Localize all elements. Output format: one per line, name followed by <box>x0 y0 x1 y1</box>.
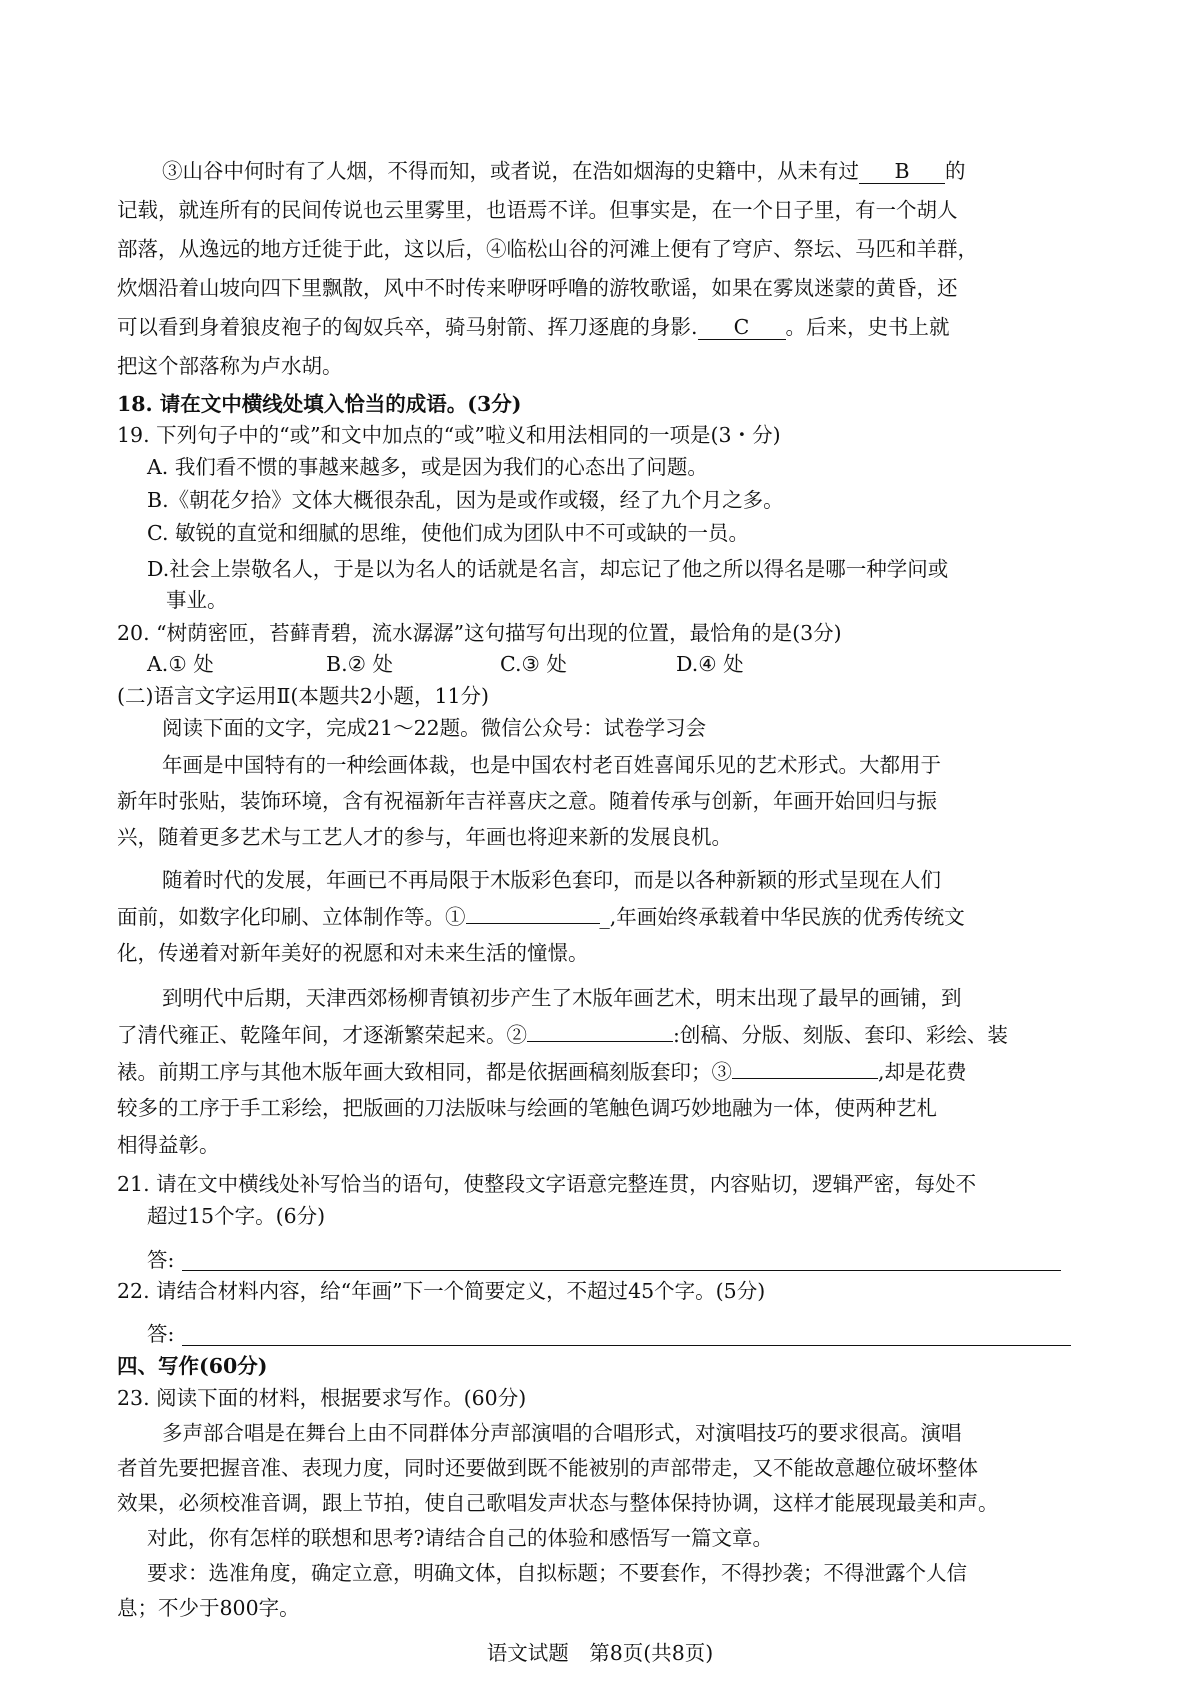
passage-line-1: ③山谷中何时有了人烟，不得而知，或者说，在浩如烟海的史籍中，从未有过 B 的 <box>162 159 966 183</box>
question-23-requirements-line-1: 要求：选准角度，确定立意，明确文体，自拟标题；不要套作，不得抄袭；不得泄露个人信 <box>147 1561 967 1585</box>
question-21-answer-label: 答: <box>147 1248 175 1272</box>
question-22-answer-label: 答: <box>147 1322 175 1346</box>
question-19-option-c: C. 敏锐的直觉和细腻的思维，使他们成为团队中不可或缺的一员。 <box>147 521 749 545</box>
question-21-answer-line[interactable] <box>182 1270 1061 1271</box>
passage-line-6: 把这个部落称为卢水胡。 <box>117 354 343 378</box>
question-19-stem: 19. 下列句子中的“或”和文中加点的“或”啦义和用法相同的一项是(3・分) <box>117 423 781 447</box>
question-19-option-d-cont: 事业。 <box>166 588 228 612</box>
passage-line-3: 部落，从逸远的地方迁徙于此，这以后，④临松山谷的河滩上便有了穹庐、祭坛、马匹和羊群， <box>117 237 978 261</box>
question-22-stem: 22. 请结合材料内容，给“年画”下一个简要定义，不超过45个字。(5分) <box>117 1279 766 1303</box>
section-2-intro: 阅读下面的文字，完成21～22题。微信公众号：试卷学习会 <box>162 716 707 740</box>
passage-line-4: 炊烟沿着山坡向四下里飘散，风中不时传来咿呀呼噜的游牧歌谣，如果在雾岚迷蒙的黄昏，还 <box>117 276 958 300</box>
section-4-title: 四、写作(60分) <box>117 1354 268 1378</box>
question-19-option-d: D.社会上崇敬名人，于是以为名人的话就是名言，却忘记了他之所以得名是哪一种学问或 <box>147 557 949 581</box>
question-20-option-d: D.④ 处 <box>676 652 744 676</box>
question-21-line-1: 21. 请在文中横线处补写恰当的语句，使整段文字语意完整连贯，内容贴切，逻辑严密，每处不 <box>117 1172 977 1196</box>
section-2-p1-line-2: 新年时张贴，装饰环境，含有祝福新年吉祥喜庆之意。随着传承与创新，年画开始回归与振 <box>117 789 937 813</box>
question-23-material-line-3: 效果，必须校准音调，跟上节拍，使自己歌唱发声状态与整体保持协调，这样才能展现最美和声。 <box>117 1491 999 1515</box>
blank-b: B <box>859 159 945 184</box>
section-2-p1-line-1: 年画是中国特有的一种绘画体裁，也是中国农村老百姓喜闻乐见的艺术形式。大都用于 <box>162 753 941 777</box>
section-2-title: (二)语言文字运用Ⅱ(本题共2小题，11分) <box>117 684 490 708</box>
question-20-stem: 20. “树荫密匝，苔藓青碧，流水潺潺”这句描写句出现的位置，最恰角的是(3分) <box>117 621 842 645</box>
page-footer: 语文试题 第8页(共8页) <box>486 1641 714 1665</box>
question-19-option-b: B.《朝花夕拾》文体大概很杂乱，因为是或作或辍，经了九个月之多。 <box>147 488 784 512</box>
section-2-p1-line-3: 兴，随着更多艺术与工艺人才的参与，年画也将迎来新的发展良机。 <box>117 825 732 849</box>
blank-3 <box>732 1078 878 1079</box>
question-23-prompt: 对此，你有怎样的联想和思考?请结合自己的体验和感悟写一篇文章。 <box>147 1526 773 1550</box>
section-2-p3-line-4: 较多的工序于手工彩绘，把版画的刀法版味与绘画的笔触色调巧妙地融为一体，使两种艺札 <box>117 1096 937 1120</box>
section-2-p3-line-3: 裱。前期工序与其他木版年画大致相同，都是依据画稿刻版套印；③ ,却是花费 <box>117 1060 967 1084</box>
section-2-p3-line-1: 到明代中后期，天津西郊杨柳青镇初步产生了木版年画艺术，明末出现了最早的画铺，到 <box>162 986 962 1010</box>
section-2-p3-line-5: 相得益彰。 <box>117 1133 220 1157</box>
passage-line-5: 可以看到身着狼皮袍子的匈奴兵卒，骑马射箭、挥刀逐鹿的身影. C 。后来，史书上就 <box>117 315 950 339</box>
section-2-p3-line-2: 了清代雍正、乾隆年间，才逐渐繁荣起来。② :创稿、分版、刻版、套印、彩绘、装 <box>117 1023 1008 1047</box>
question-20-option-c: C.③ 处 <box>500 652 567 676</box>
section-2-p2-line-2: 面前，如数字化印刷、立体制作等。① _,年画始终承载着中华民族的优秀传统文 <box>117 905 965 929</box>
question-18: 18. 请在文中横线处填入恰当的成语。(3分) <box>117 392 522 416</box>
question-23-material-line-1: 多声部合唱是在舞台上由不同群体分声部演唱的合唱形式，对演唱技巧的要求很高。演唱 <box>162 1421 962 1445</box>
question-20-option-b: B.② 处 <box>326 652 393 676</box>
question-23-stem: 23. 阅读下面的材料，根据要求写作。(60分) <box>117 1386 527 1410</box>
section-2-p2-line-3: 化，传递着对新年美好的祝愿和对未来生活的憧憬。 <box>117 941 589 965</box>
question-23-material-line-2: 者首先要把握音准、表现力度，同时还要做到既不能被别的声部带走，又不能故意趣位破坏整体 <box>117 1456 978 1480</box>
question-22-answer-line[interactable] <box>182 1345 1071 1346</box>
question-20-option-a: A.① 处 <box>147 652 214 676</box>
blank-2 <box>527 1041 673 1042</box>
question-21-line-2: 超过15个字。(6分) <box>147 1204 326 1228</box>
question-23-requirements-line-2: 息；不少于800字。 <box>117 1596 300 1620</box>
section-2-p2-line-1: 随着时代的发展，年画已不再局限于木版彩色套印，而是以各种新颖的形式呈现在人们 <box>162 868 941 892</box>
passage-line-2: 记载，就连所有的民间传说也云里雾里，也语焉不详。但事实是，在一个日子里，有一个胡人 <box>117 198 958 222</box>
blank-c: C <box>698 315 786 340</box>
blank-1 <box>466 923 600 924</box>
question-19-option-a: A. 我们看不惯的事越来越多，或是因为我们的心态出了问题。 <box>147 455 708 479</box>
